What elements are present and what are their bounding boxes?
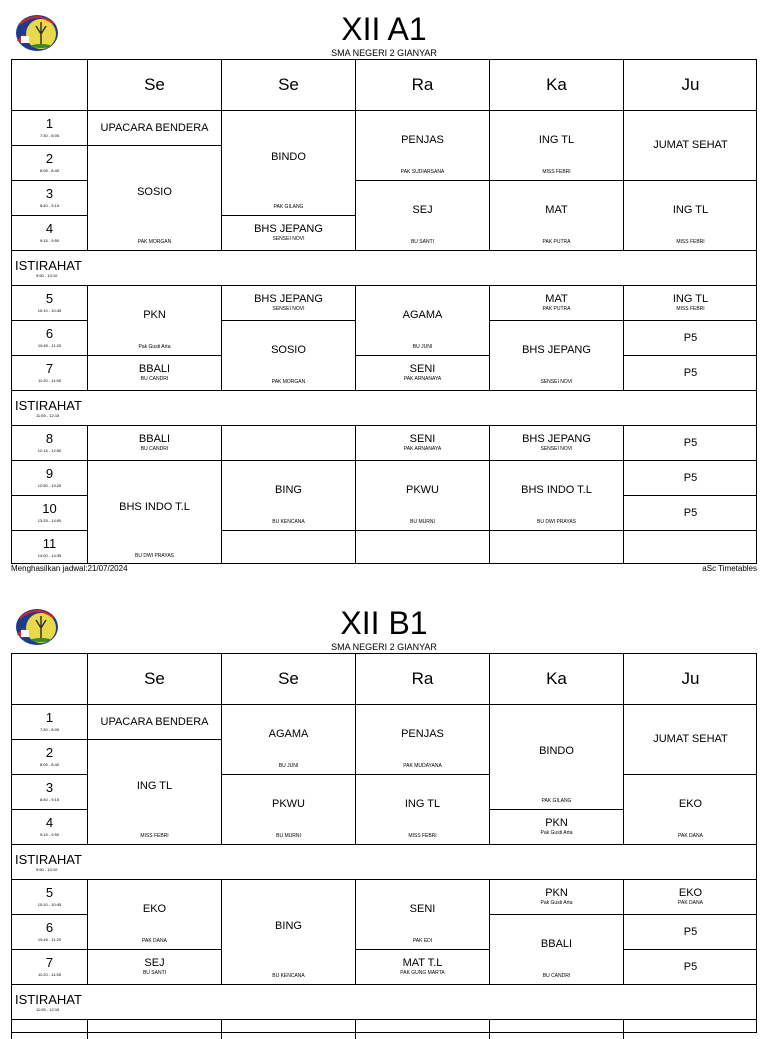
period-6: 6 10:45 - 11:20 (11, 320, 87, 355)
lesson-cell: P5 (623, 460, 757, 495)
lesson-cell: SOSIO PAK MORGAN (87, 145, 221, 250)
lesson-cell: P5 (623, 320, 757, 355)
lesson-cell: BBALI BU CANDRI (87, 425, 221, 460)
lesson-cell: AGAMA BU JUNI (221, 704, 355, 774)
next-row-cell (355, 1019, 489, 1039)
lesson-cell: SENI PAK EDI (355, 879, 489, 949)
lesson-cell: BHS JEPANG SENSEI NOVI (489, 425, 623, 460)
day-header: Ra (355, 59, 489, 110)
lesson-cell: P5 (623, 355, 757, 390)
lesson-cell: P5 (623, 495, 757, 530)
lesson-cell: MAT PAK PUTRA (489, 285, 623, 320)
timetable-grid (11, 59, 757, 564)
lesson-cell: P5 (623, 914, 757, 949)
period-9: 9 12:50 - 13:25 (11, 460, 87, 495)
empty-cell (623, 530, 757, 564)
period-6: 6 10:45 - 11:20 (11, 914, 87, 949)
period-10: 10 13:25 - 14:00 (11, 495, 87, 530)
period-4: 4 9:15 - 9:50 (11, 809, 87, 844)
lesson-cell: EKO PAK DANA (623, 879, 757, 914)
lesson-cell: JUMAT SEHAT (623, 110, 757, 180)
lesson-cell: UPACARA BENDERA (87, 704, 221, 739)
period-1: 1 7:30 - 8:05 (11, 110, 87, 145)
lesson-cell: BHS JEPANG SENSEI NOVI (489, 320, 623, 390)
day-header: Ka (489, 653, 623, 704)
next-row-cell (11, 1019, 87, 1039)
empty-cell (489, 530, 623, 564)
period-4: 4 9:15 - 9:50 (11, 215, 87, 250)
page-title: XII A1 (341, 11, 427, 47)
day-header: Se (221, 653, 355, 704)
lesson-cell: PKWU BU MURNI (355, 460, 489, 530)
lesson-cell: AGAMA BU JUNI (355, 285, 489, 355)
empty-cell (221, 530, 355, 564)
lesson-cell: SEJ BU SANTI (87, 949, 221, 984)
lesson-cell: ING TL MISS FEBRI (623, 180, 757, 250)
lesson-cell: SEJ BU SANTI (355, 180, 489, 250)
day-header: Ka (489, 59, 623, 110)
school-name: SMA NEGERI 2 GIANYAR (331, 642, 437, 652)
lesson-cell: PENJAS PAK MUDAYANA (355, 704, 489, 774)
period-7: 7 11:20 - 11:55 (11, 949, 87, 984)
generated-date: Menghasilkan jadwal:21/07/2024 (11, 564, 128, 573)
next-row-cell (623, 1019, 757, 1039)
timetable-grid (11, 653, 757, 1033)
lesson-cell: P5 (623, 949, 757, 984)
empty-cell (355, 530, 489, 564)
lesson-cell: UPACARA BENDERA (87, 110, 221, 145)
lesson-cell: MAT PAK PUTRA (489, 180, 623, 250)
lesson-cell: BHS INDO T.L BU DWI PRAYAS (87, 460, 221, 564)
lesson-cell: BBALI BU CANDRI (489, 914, 623, 984)
period-11: 11 14:00 - 14:35 (11, 530, 87, 564)
next-row-cell (489, 1019, 623, 1039)
lesson-cell: PKN Pak Gusti Arta (489, 809, 623, 844)
lesson-cell: PKWU BU MURNI (221, 774, 355, 844)
timetable-xii-b1 (0, 594, 768, 1024)
period-5: 5 10:10 - 10:45 (11, 879, 87, 914)
period-2: 2 8:05 - 8:40 (11, 739, 87, 774)
lesson-cell: ING TL MISS FEBRI (355, 774, 489, 844)
day-header: Ju (623, 59, 757, 110)
period-7: 7 11:20 - 11:55 (11, 355, 87, 390)
lesson-cell: SOSIO PAK MORGAN (221, 320, 355, 390)
lesson-cell: BINDO PAK GILANG (221, 110, 355, 215)
school-name: SMA NEGERI 2 GIANYAR (331, 48, 437, 58)
lesson-cell: PKN Pak Gusti Arta (489, 879, 623, 914)
next-row-cell (221, 1019, 355, 1039)
day-header: Ra (355, 653, 489, 704)
next-row-cell (87, 1019, 221, 1039)
lesson-cell: ING TL MISS FEBRI (623, 285, 757, 320)
break-row: ISTIRAHAT 11:55 - 12:15 (11, 390, 757, 425)
lesson-cell: BBALI BU CANDRI (87, 355, 221, 390)
period-1: 1 7:30 - 8:05 (11, 704, 87, 739)
lesson-cell: BHS JEPANG SENSEI NOVI (221, 285, 355, 320)
lesson-cell: SENI PAK ARNANAYA (355, 355, 489, 390)
break-row: ISTIRAHAT 11:55 - 12:15 (11, 984, 757, 1019)
period-3: 3 8:40 - 9:15 (11, 774, 87, 809)
day-header: Se (87, 59, 221, 110)
period-5: 5 10:10 - 10:45 (11, 285, 87, 320)
break-row: ISTIRAHAT 9:50 - 10:10 (11, 844, 757, 879)
lesson-cell: PENJAS PAK SUDIARSANA (355, 110, 489, 180)
lesson-cell: EKO PAK DANA (87, 879, 221, 949)
lesson-cell: BHS JEPANG SENSEI NOVI (221, 215, 355, 250)
software-credit: aSc Timetables (702, 564, 757, 573)
lesson-cell: ING TL MISS FEBRI (489, 110, 623, 180)
lesson-cell: ING TL MISS FEBRI (87, 739, 221, 844)
day-header: Se (87, 653, 221, 704)
corner-cell (11, 59, 87, 110)
lesson-cell: P5 (623, 425, 757, 460)
lesson-cell: BING BU KENCANA (221, 879, 355, 984)
lesson-cell: BINDO PAK GILANG (489, 704, 623, 809)
lesson-cell: MAT T.L PAK GUNG MARTA (355, 949, 489, 984)
day-header: Ju (623, 653, 757, 704)
lesson-cell: BHS INDO T.L BU DWI PRAYAS (489, 460, 623, 530)
lesson-cell: BING BU KENCANA (221, 460, 355, 530)
period-8: 8 12:15 - 12:50 (11, 425, 87, 460)
break-row: ISTIRAHAT 9:50 - 10:10 (11, 250, 757, 285)
lesson-cell: SENI PAK ARNANAYA (355, 425, 489, 460)
day-header: Se (221, 59, 355, 110)
empty-cell (221, 425, 355, 460)
lesson-cell: EKO PAK DANA (623, 774, 757, 844)
lesson-cell: PKN Pak Gusti Arta (87, 285, 221, 355)
period-3: 3 8:40 - 9:15 (11, 180, 87, 215)
lesson-cell: JUMAT SEHAT (623, 704, 757, 774)
period-2: 2 8:05 - 8:40 (11, 145, 87, 180)
corner-cell (11, 653, 87, 704)
page-title: XII B1 (340, 605, 428, 641)
